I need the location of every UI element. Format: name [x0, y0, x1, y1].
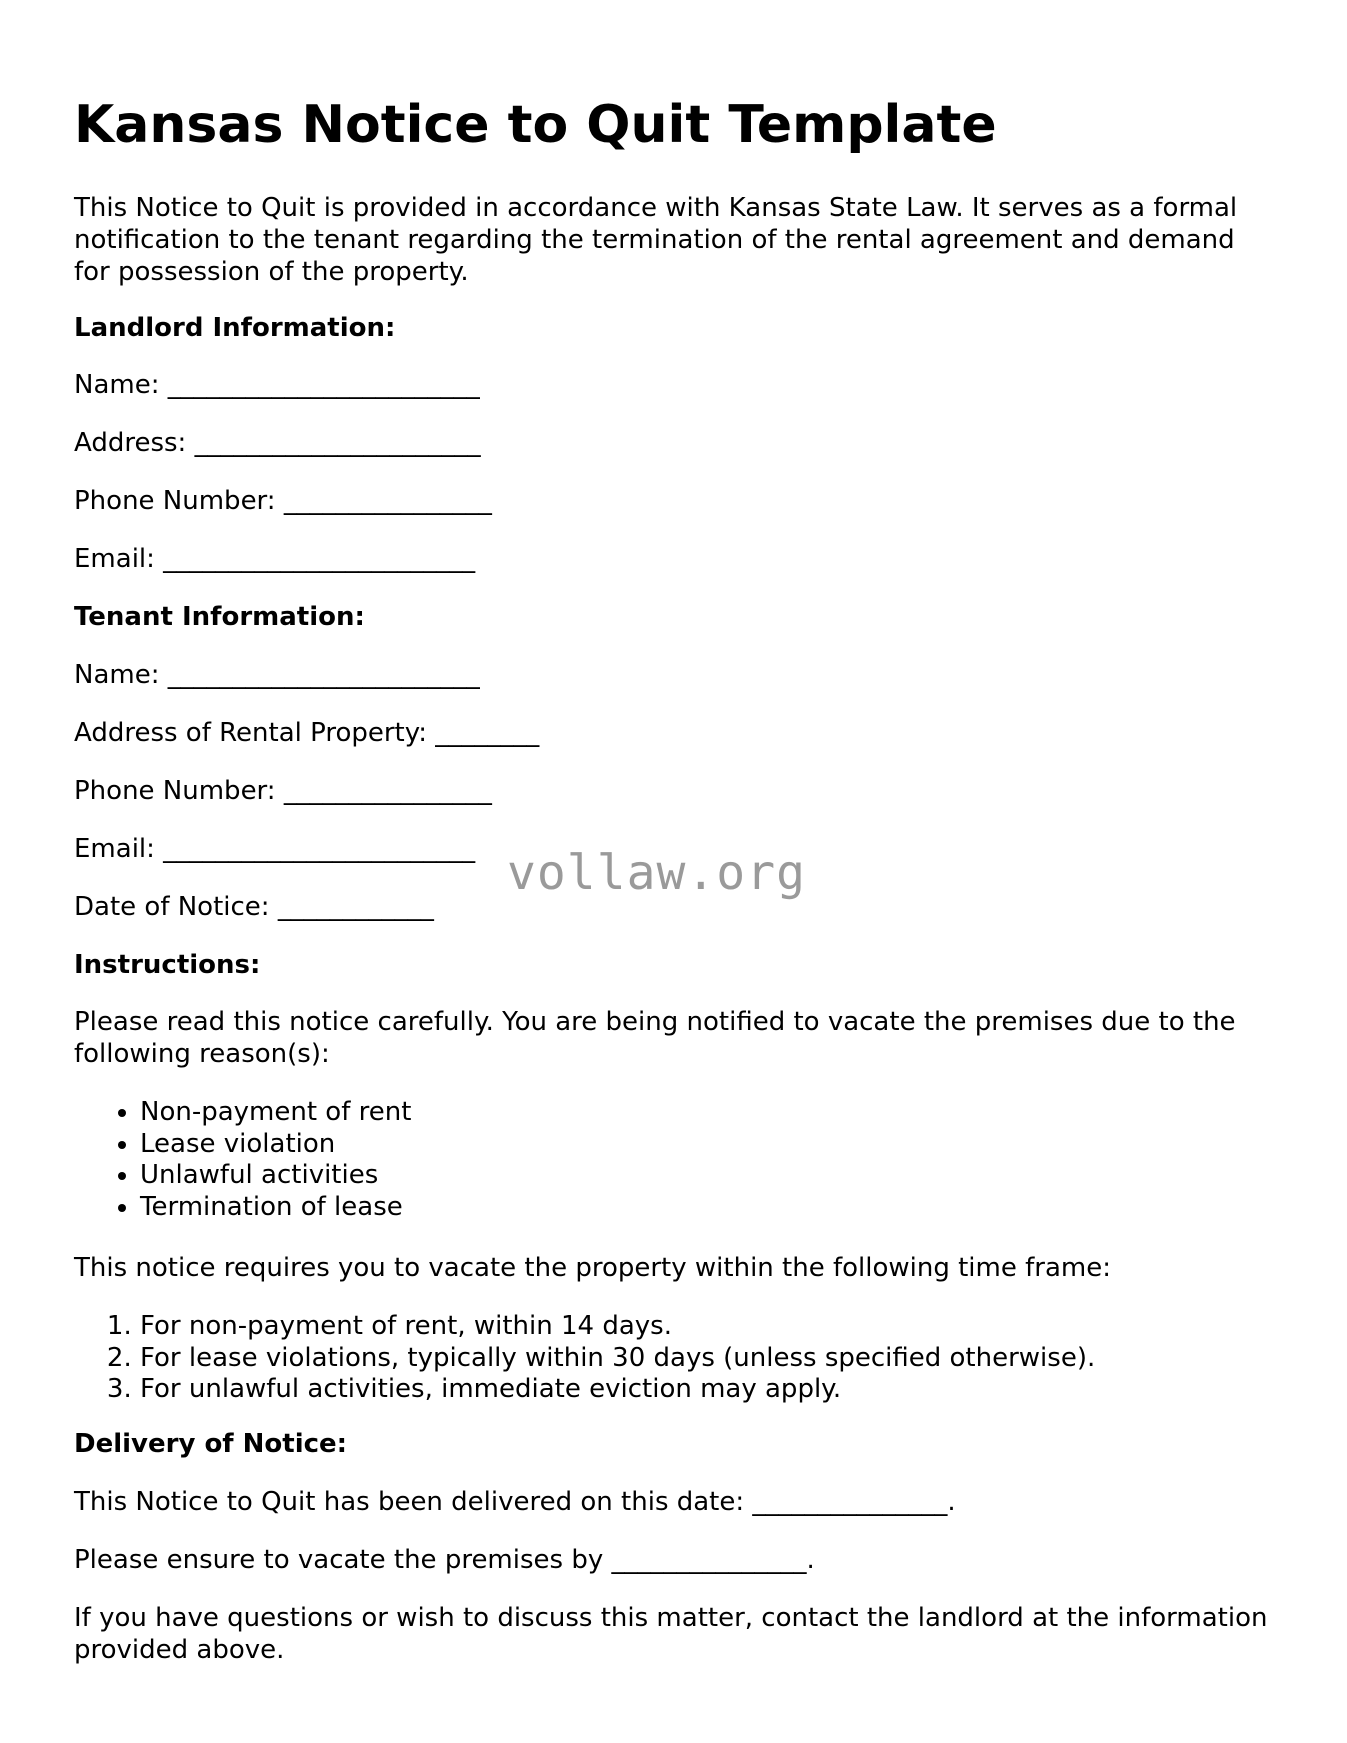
list-item: • Non-payment of rent: [140, 1097, 411, 1129]
reasons-list: [74, 1097, 411, 1223]
list-item: • Lease violation: [140, 1129, 411, 1161]
landlord-email-field: Email: ________________________: [74, 544, 476, 574]
delivery-heading: Delivery of Notice:: [74, 1429, 348, 1459]
list-item: 2. For lease violations, typically within 30 days (unless specified otherwise).: [140, 1343, 1095, 1375]
delivered-date-line: This Notice to Quit has been delivered on this date: _______________.: [74, 1487, 956, 1517]
instructions-heading: Instructions:: [74, 950, 261, 980]
contact-paragraph: If you have questions or wish to discuss this matter, contact the landlord at the information provided above.: [74, 1603, 1268, 1665]
instructions-paragraph: Please read this notice carefully. You are being notified to vacate the premises due to the following reason(s):: [74, 1007, 1236, 1069]
page-title: Kansas Notice to Quit Template: [74, 95, 997, 155]
list-item: 3. For unlawful activities, immediate eviction may apply.: [140, 1374, 1095, 1406]
vacate-by-line: Please ensure to vacate the premises by _______________.: [74, 1545, 815, 1575]
tenant-phone-field: Phone Number: ________________: [74, 776, 492, 806]
landlord-name-field: Name: ________________________: [74, 370, 480, 400]
timeframe-list: [74, 1311, 1095, 1406]
landlord-address-field: Address: ______________________: [74, 428, 481, 458]
landlord-heading: Landlord Information:: [74, 313, 396, 343]
intro-paragraph: This Notice to Quit is provided in accordance with Kansas State Law. It serves as a formal notification to the tenant regarding the termination of the rental agreement and demand for possession of the property.: [74, 193, 1238, 287]
landlord-phone-field: Phone Number: ________________: [74, 486, 492, 516]
tenant-heading: Tenant Information:: [74, 602, 365, 632]
timeframe-paragraph: This notice requires you to vacate the property within the following time frame:: [74, 1253, 1111, 1283]
tenant-name-field: Name: ________________________: [74, 660, 480, 690]
tenant-email-field: Email: ________________________: [74, 834, 476, 864]
list-item: • Unlawful activities: [140, 1160, 411, 1192]
list-item: 1. For non-payment of rent, within 14 days.: [140, 1311, 1095, 1343]
tenant-address-field: Address of Rental Property: ________: [74, 718, 540, 748]
date-of-notice-field: Date of Notice: ____________: [74, 892, 434, 922]
watermark-text: vollaw.org: [507, 845, 806, 901]
list-item: • Termination of lease: [140, 1192, 411, 1224]
